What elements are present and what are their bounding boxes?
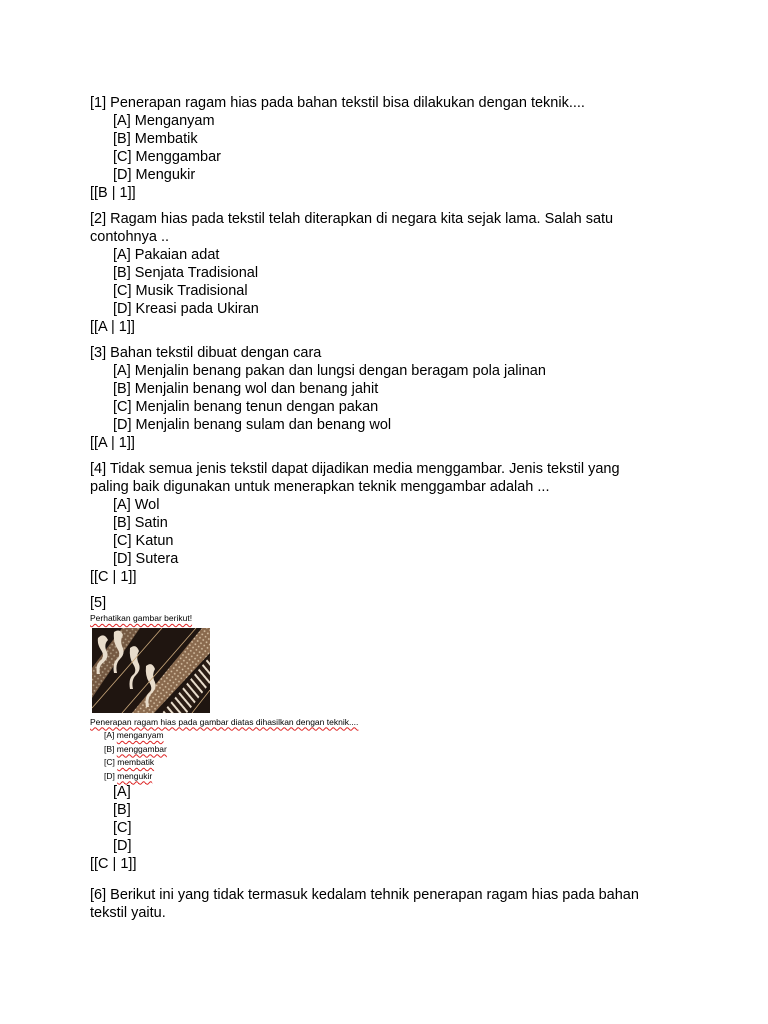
quiz-document	[90, 94, 690, 930]
option-b: [B] Senjata Tradisional	[113, 265, 259, 281]
embedded-question-image	[90, 612, 690, 783]
embedded-option-c: [C] membatik	[104, 757, 155, 767]
embedded-question: Penerapan ragam hias pada gambar diatas dihasilkan dengan teknik....	[90, 716, 359, 727]
option-a: [A] Wol	[113, 497, 160, 513]
option-c: [C] Katun	[113, 533, 174, 549]
embedded-option-a: [A] menganyam	[104, 730, 164, 740]
embedded-option-d: [D] mengukir	[104, 770, 153, 781]
question-6	[90, 886, 690, 922]
option-d: [D] Kreasi pada Ukiran	[113, 301, 259, 317]
answer-key: [[B | 1]]	[90, 185, 136, 201]
question-stem: [2] Ragam hias pada tekstil telah diterapkan di negara kita sejak lama. Salah satu	[90, 211, 614, 227]
option-c: [C] Menjalin benang tenun dengan pakan	[113, 399, 379, 415]
question-number: [5]	[90, 595, 107, 611]
option-a: [A] Pakaian adat	[113, 247, 220, 263]
embedded-intro: Perhatikan gambar berikut!	[90, 613, 193, 623]
batik-pattern-image	[92, 628, 210, 713]
option-b: [B] Menjalin benang wol dan benang jahit	[113, 381, 379, 397]
option-c: [C]	[113, 820, 132, 836]
question-2	[90, 210, 690, 336]
option-a: [A] Menjalin benang pakan dan lungsi dengan beragam pola jalinan	[113, 363, 546, 379]
question-1	[90, 94, 690, 202]
answer-key: [[A | 1]]	[90, 319, 135, 335]
embedded-option-b: [B] menggambar	[104, 743, 167, 754]
option-b: [B] Membatik	[113, 131, 198, 147]
question-4	[90, 460, 690, 586]
question-stem: [4] Tidak semua jenis tekstil dapat dijadikan media menggambar. Jenis tekstil yang	[90, 461, 620, 477]
question-stem-continued: paling baik digunakan untuk menerapkan teknik menggambar adalah ...	[90, 479, 550, 495]
option-d: [D] Menjalin benang sulam dan benang wol	[113, 417, 392, 433]
option-d: [D]	[113, 838, 132, 854]
question-stem: [3] Bahan tekstil dibuat dengan cara	[90, 345, 322, 361]
answer-key: [[C | 1]]	[90, 856, 137, 872]
question-5	[90, 594, 690, 873]
option-c: [C] Musik Tradisional	[113, 283, 248, 299]
question-stem: [6] Berikut ini yang tidak termasuk kedalam tehnik penerapan ragam hias pada bahan	[90, 887, 639, 903]
option-b: [B] Satin	[113, 515, 168, 531]
answer-key: [[C | 1]]	[90, 569, 137, 585]
question-stem: [1] Penerapan ragam hias pada bahan tekstil bisa dilakukan dengan teknik....	[90, 95, 585, 111]
option-a: [A] Menganyam	[113, 113, 215, 129]
answer-key: [[A | 1]]	[90, 435, 135, 451]
question-3	[90, 344, 690, 452]
option-a: [A]	[113, 784, 131, 800]
question-stem-continued: contohnya ..	[90, 229, 169, 245]
option-d: [D] Sutera	[113, 551, 179, 567]
option-c: [C] Menggambar	[113, 149, 221, 165]
question-stem-continued: tekstil yaitu.	[90, 905, 166, 921]
option-b: [B]	[113, 802, 131, 818]
option-d: [D] Mengukir	[113, 167, 196, 183]
